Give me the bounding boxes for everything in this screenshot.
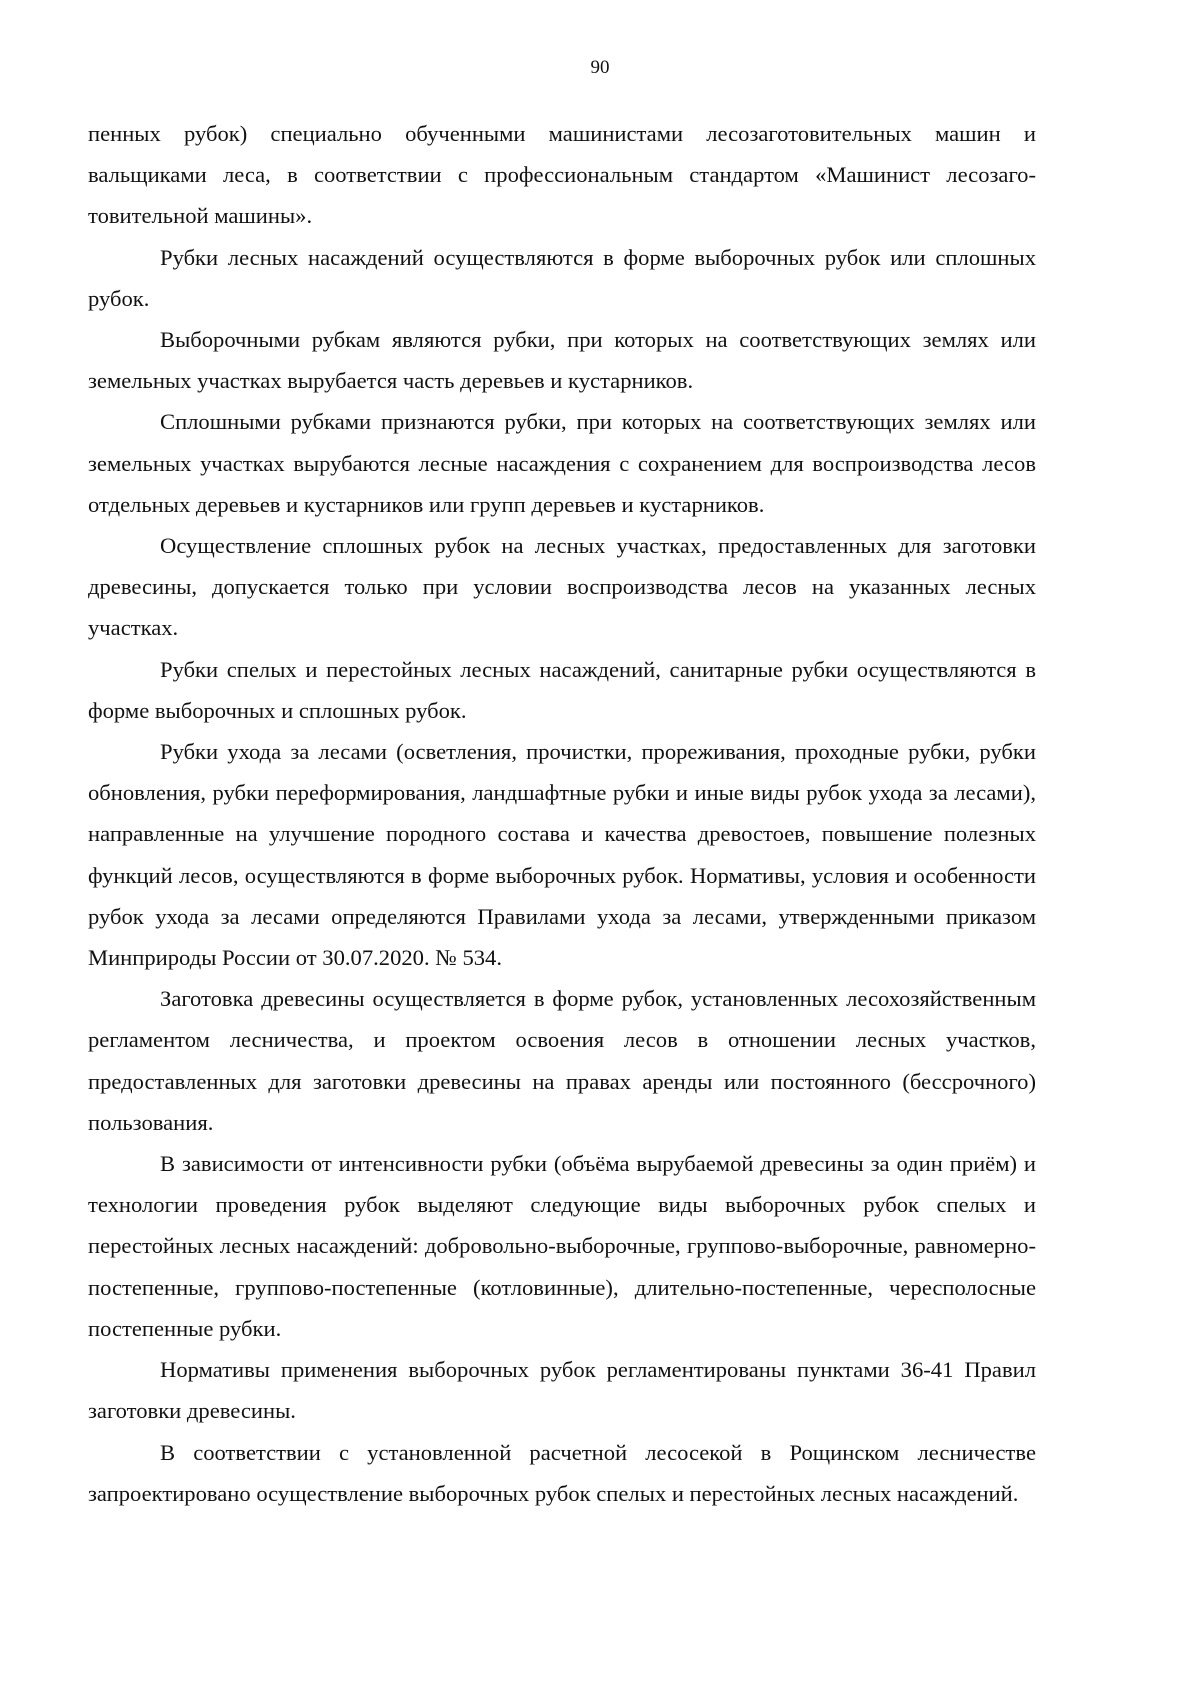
paragraph-mature-stands: Рубки спелых и перестойных лесных насаждений, санитарные рубки осуществляются в форме выборочных и сплошных рубок. bbox=[88, 656, 1036, 723]
paragraph-selective-types: В зависимости от интенсивности рубки (объёма вырубаемой древесины за один приём) и технологии проведения рубок выделяют следующие виды выборочных рубок спелых и перестойных лесных насаждений: добровольно-выборочные, группово-выборочные, равномерно-постепенные, группово-постепенные (котловинные), длительно-постепенные, чересполосные постепенные рубки. bbox=[88, 1151, 1036, 1341]
paragraph-continuation: пенных рубок) специально обученными машинистами лесозаготовительных машин и вальщиками леса, в соответствии с профессиональным стандартом «Машинист лесозаготовительной машины». bbox=[88, 121, 1036, 229]
paragraph-norms: Нормативы применения выборочных рубок регламентированы пунктами 36-41 Правил заготовки древесины. bbox=[88, 1357, 1036, 1424]
paragraph-clear-felling-conditions: Осуществление сплошных рубок на лесных участках, предоставленных для заготовки древесины, допускается только при условии воспроизводства лесов на указанных лесных участках. bbox=[88, 533, 1036, 641]
paragraph-roshchino-forestry: В соответствии с установленной расчетной лесосекой в Рощинском лесничестве запроектировано осуществление выборочных рубок спелых и перестойных лесных насаждений. bbox=[88, 1439, 1036, 1506]
paragraph-timber-harvesting: Заготовка древесины осуществляется в форме рубок, установленных лесохозяйственным регламентом лесничества, и проектом освоения лесов в отношении лесных участков, предоставленных для заготовки древесины на правах аренды или постоянного (бессрочного) пользования. bbox=[88, 986, 1036, 1135]
page-number: 90 bbox=[590, 57, 610, 78]
paragraph-clear-felling: Сплошными рубками признаются рубки, при которых на соответствующих землях или земельных участках вырубаются лесные насаждения с сохранением для воспроизводства лесов отдельных деревьев и кустарников или групп деревьев и кустарников. bbox=[88, 409, 1036, 517]
paragraph-selective-felling: Выборочными рубкам являются рубки, при которых на соответствующих землях или земельных участках вырубается часть деревьев и кустарников. bbox=[88, 327, 1036, 394]
paragraph-forms-of-felling: Рубки лесных насаждений осуществляются в форме выборочных рубок или сплошных рубок. bbox=[88, 244, 1036, 311]
paragraph-thinning: Рубки ухода за лесами (осветления, прочистки, прореживания, проходные рубки, рубки обновления, рубки переформирования, ландшафтные рубки и иные виды рубок ухода за лесами), направленные на улучшение породного состава и качества древостоев, повышение полезных функций лесов, осуществляются в форме выборочных рубок. Нормативы, условия и особенности рубок ухода за лесами определяются Правилами ухода за лесами, утвержденными приказом Минприроды России от 30.07.2020. № 534. bbox=[88, 739, 1036, 971]
body-text bbox=[88, 113, 1036, 1514]
